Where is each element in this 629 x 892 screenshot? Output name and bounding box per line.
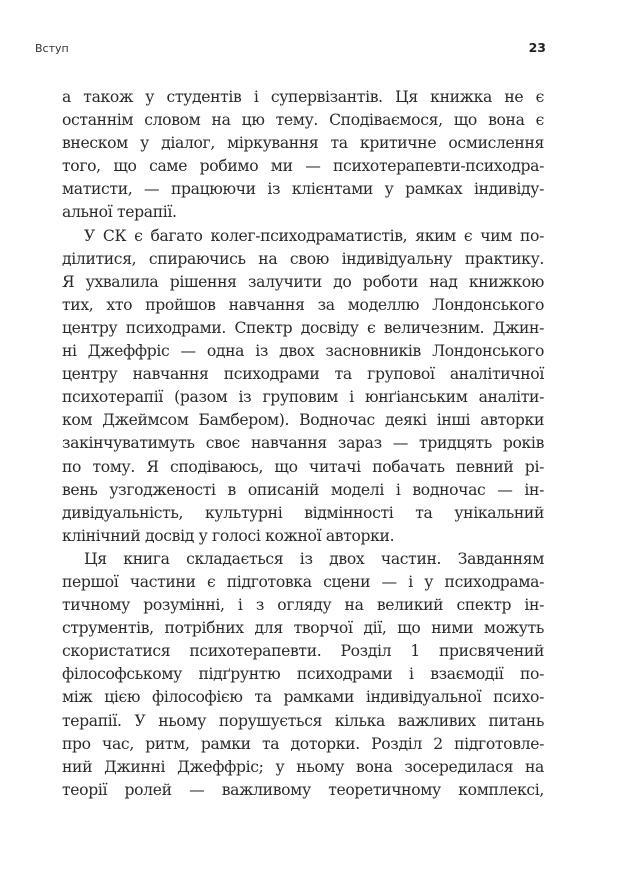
- text-line: альної терапії.: [62, 203, 177, 222]
- text-line: ний Джинні Джеффріс; у ньому вона зосередилася на: [62, 757, 544, 776]
- text-line: психотерапії (разом із груповим і юнґіанським аналіти-: [62, 388, 544, 407]
- text-line: тичному розумінні, і з огляду на великий спектр ін-: [62, 596, 544, 615]
- text-line: між цією філософією та рамками індивідуальної психо-: [62, 688, 544, 707]
- text-line: ком Джеймсом Бамбером). Водночас деякі інші авторки: [62, 411, 544, 430]
- text-line: останнім словом на цю тему. Сподіваємося, що вона є: [62, 111, 544, 130]
- paragraph: [62, 86, 544, 225]
- text-line: тих, хто пройшов навчання за моделлю Лондонського: [62, 295, 544, 314]
- text-line: Я ухвалила рішення залучити до роботи над книжкою: [62, 272, 544, 291]
- text-line: того, що саме робимо ми — психотерапевти-психодра-: [62, 157, 544, 176]
- paragraph: [62, 548, 544, 802]
- text-line: Ця книга складається із двох частин. Завданням: [84, 549, 544, 568]
- text-line: вень узгодженості в описаній моделі і водночас — ін-: [62, 480, 544, 499]
- text-line: центру навчання психодрами та групової аналітичної: [62, 365, 544, 384]
- text-line: струментів, потрібних для творчої дії, що ними можуть: [62, 619, 544, 638]
- running-header-section: Вступ: [35, 42, 69, 55]
- text-line: терапії. У ньому порушується кілька важливих питань: [62, 711, 544, 730]
- text-line: теорії ролей — важливому теоретичному комплексі,: [62, 780, 544, 799]
- text-line: ні Джеффріс — одна із двох засновників Лондонського: [62, 342, 544, 361]
- text-line: дивідуальність, культурні відмінності та унікальний: [62, 503, 544, 522]
- text-line: по тому. Я сподіваюсь, що читачі побачать певний рі-: [62, 457, 544, 476]
- text-line: а також у студентів і супервізантів. Ця книжка не є: [62, 88, 544, 106]
- text-line: закінчуватимуть своє навчання зараз — тридцять років: [62, 434, 544, 453]
- paragraph: [62, 225, 544, 548]
- text-line: першої частини є підготовка сцени — і у психодрама-: [62, 572, 544, 591]
- text-line: матисти, — працюючи із клієнтами у рамках індивіду-: [62, 180, 544, 199]
- text-line: центру психодрами. Спектр досвіду є величезним. Джин-: [62, 318, 544, 337]
- page-number: 23: [528, 40, 546, 55]
- text-line: скористатися психотерапевти. Розділ 1 присвячений: [62, 642, 544, 661]
- text-line: ділитися, спираючись на свою індивідуальну практику.: [62, 249, 544, 268]
- body-text: [62, 86, 544, 802]
- text-line: філософському підґрунтю психодрами і взаємодії по-: [62, 665, 544, 684]
- text-line: У СК є багато колег-психодраматистів, яким є чим по-: [84, 226, 544, 245]
- text-line: внеском у діалог, міркування та критичне осмислення: [62, 134, 544, 153]
- text-line: про час, ритм, рамки та доторки. Розділ 2 підготовле-: [62, 734, 544, 753]
- text-line: клінічний досвід у голосі кожної авторки.: [62, 526, 395, 545]
